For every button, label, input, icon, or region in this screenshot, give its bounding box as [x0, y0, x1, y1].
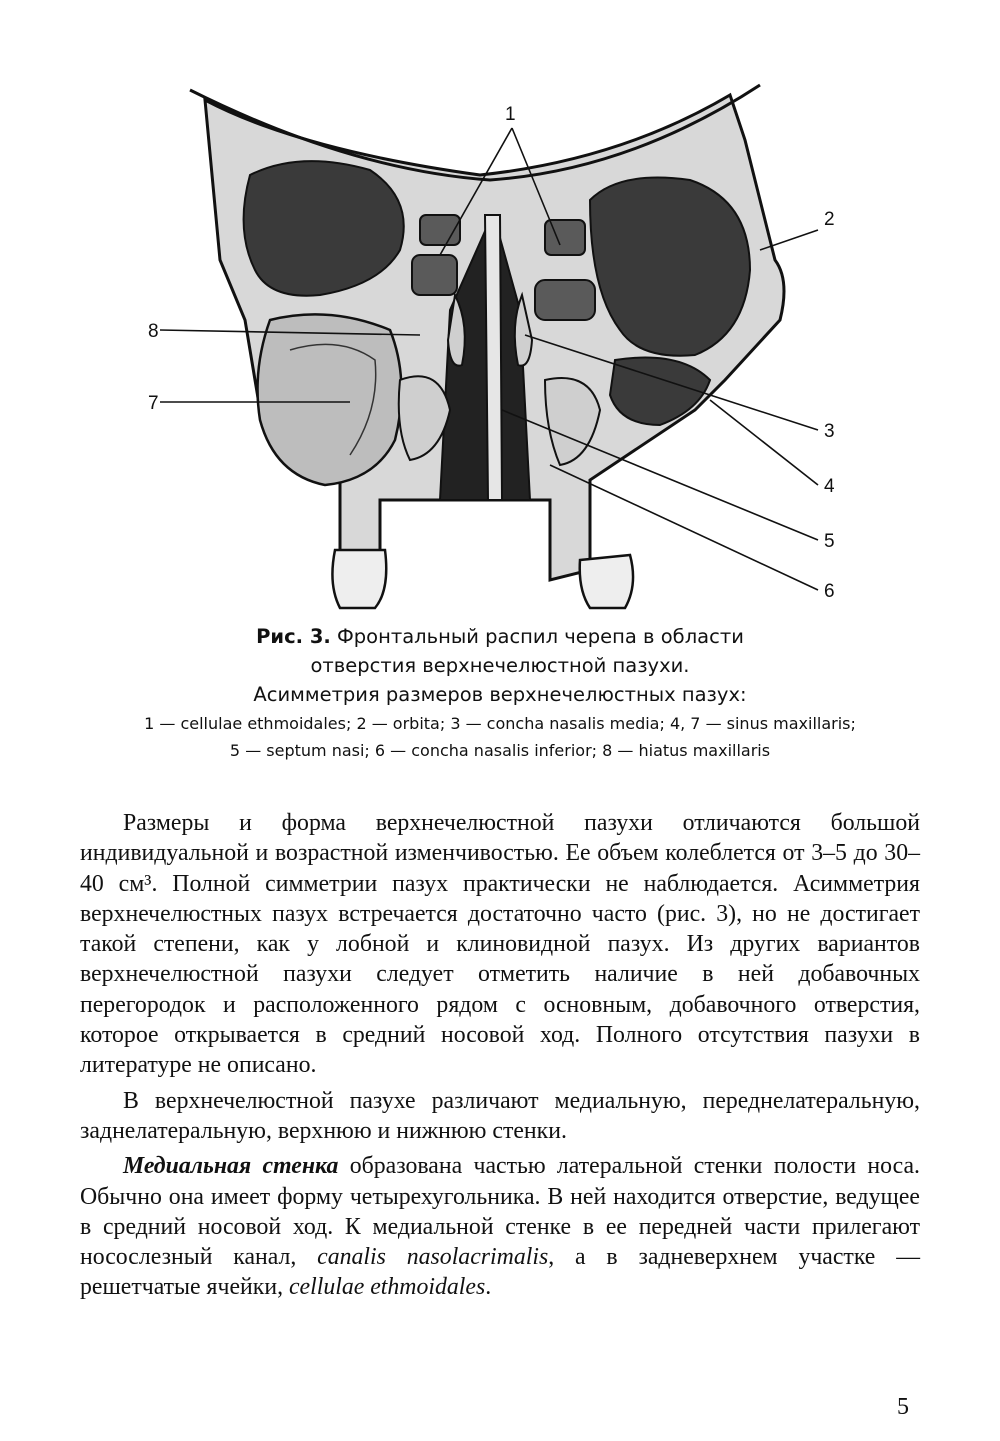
- nasal-septum: [485, 215, 502, 500]
- caption-legend-2: 5 — septum nasi; 6 — concha nasalis inferior; 8 — hiatus maxillaris: [229, 741, 771, 760]
- latin-term-1: canalis nasolacrimalis: [317, 1244, 549, 1271]
- caption-line-2: отверстия верхнечелюстной пазухи.: [310, 654, 690, 677]
- label-6: 6: [824, 581, 835, 602]
- label-1: 1: [505, 104, 516, 125]
- latin-term-2: cellulae ethmoidales: [288, 1274, 486, 1301]
- label-8: 8: [148, 321, 159, 342]
- label-2: 2: [824, 209, 835, 230]
- left-maxillary-sinus: [258, 314, 402, 485]
- page-number: 5: [897, 1394, 909, 1420]
- figure-caption: [40, 622, 960, 763]
- label-3: 3: [824, 421, 835, 442]
- teeth: [332, 550, 633, 608]
- term-medial-wall: Медиальная стенка: [123, 1153, 339, 1180]
- paragraph-3: Медиальная стенка образована частью латеральной стенки полости носа. Обычно она имеет форму четырехугольника. В ней находится отверстие, ведущее в средний носовой ход. К медиальной стенке в ее передней части прилегают носослезный канал, canalis nasolacrimalis, а в задневерхнем участке — решетчатые ячейки, cellulae ethmoidales.: [80, 1153, 920, 1301]
- paragraph-1: Размеры и форма верхнечелюстной пазухи отличаются большой индивидуальной и возрастной изменчивостью. Ее объем колеблется от 3–5 до 30–40 см³. Полной симметрии пазух практически не наблюдается. Асимметрия верхнечелюстных пазух встречается достаточно часто (рис. 3), но не достигает такой степени, как у лобной и клиновидной пазух. Из других вариантов верхнечелюстной пазухи следует отметить наличие в ней добавочных перегородок и расположенного рядом с основным, добавочного отверстия, которое открывается в средний носовой ход. Полного отсутствия пазухи в литературе не описано.: [80, 810, 920, 1079]
- skull-section-figure: [150, 80, 850, 610]
- caption-legend-1: 1 — cellulae ethmoidales; 2 — orbita; 3 — concha nasalis media; 4, 7 — sinus maxillaris;: [144, 714, 856, 733]
- figure-label: Рис. 3.: [256, 625, 331, 648]
- label-5: 5: [824, 531, 835, 552]
- skull-section-illustration: [150, 80, 850, 610]
- caption-line-3: Асимметрия размеров верхнечелюстных пазух:: [253, 683, 747, 706]
- label-7: 7: [148, 393, 159, 414]
- caption-line-1: Рис. 3. Фронтальный распил черепа в области: [256, 625, 744, 648]
- paragraph-2: В верхнечелюстной пазухе различают медиальную, переднелатеральную, заднелатеральную, верхнюю и нижнюю стенки.: [80, 1087, 920, 1144]
- body-text: [80, 808, 920, 1303]
- label-4: 4: [824, 476, 835, 497]
